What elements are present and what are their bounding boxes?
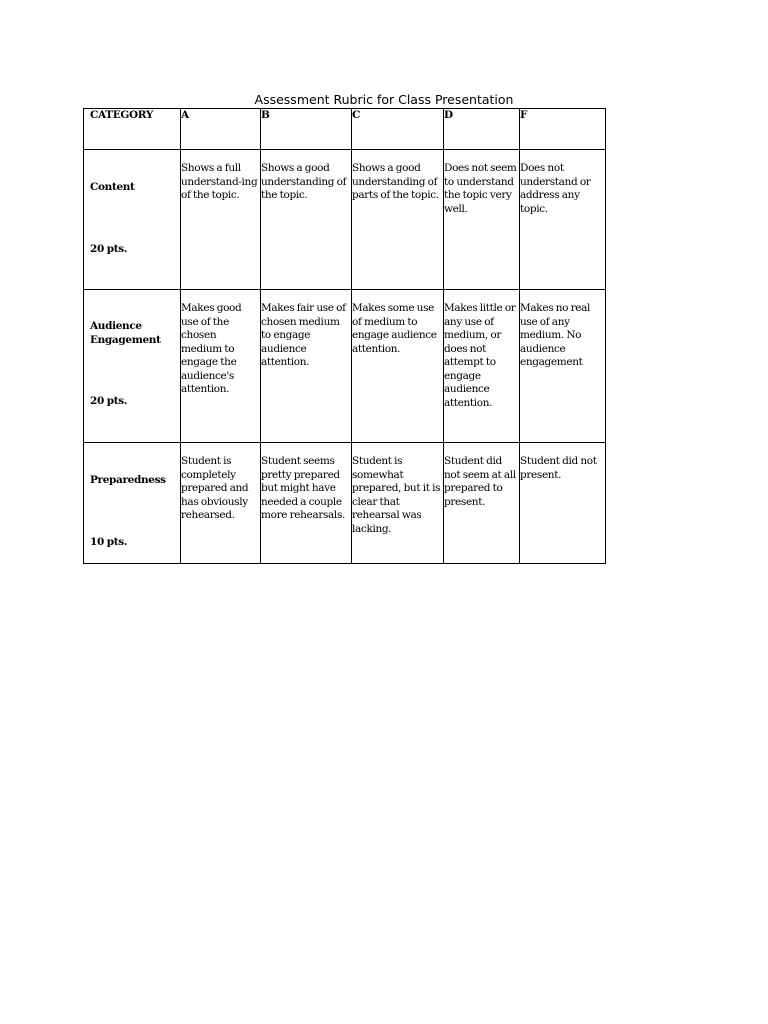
rubric-cell: Does not seem to understand the topic very well. [444,150,520,290]
category-cell [84,290,181,443]
rubric-cell: Does not understand or address any topic. [520,150,606,290]
header-grade-d: D [444,109,520,150]
table-row-audience-engagement [84,290,606,443]
rubric-cell: Student did not present. [520,443,606,564]
rubric-cell: Student did not seem at all prepared to present. [444,443,520,564]
rubric-cell: Makes no real use of any medium. No audience engagement [520,290,606,443]
rubric-cell: Makes some use of medium to engage audience attention. [352,290,444,443]
table-row-content [84,150,606,290]
category-name: Preparedness [90,474,166,486]
rubric-cell: Student is somewhat prepared, but it is clear that rehearsal was lacking. [352,443,444,564]
rubric-table [83,108,606,564]
category-cell [84,150,181,290]
rubric-cell: Shows a good understanding of parts of the topic. [352,150,444,290]
header-grade-c: C [352,109,444,150]
rubric-cell: Makes little or any use of medium, or does not attempt to engage audience attention. [444,290,520,443]
category-points: 10 pts. [90,536,128,548]
rubric-cell: Makes fair use of chosen medium to engage audience attention. [261,290,352,443]
rubric-cell: Shows a good understanding of the topic. [261,150,352,290]
rubric-cell: Shows a full understand-ing of the topic. [181,150,261,290]
rubric-cell: Student is completely prepared and has obviously rehearsed. [181,443,261,564]
category-name: Content [90,181,135,193]
header-grade-b: B [261,109,352,150]
header-category: CATEGORY [84,109,181,150]
category-name: Audience Engagement [90,320,161,346]
header-row [84,109,606,150]
rubric-cell: Makes good use of the chosen medium to engage the audience's attention. [181,290,261,443]
table-row-preparedness [84,443,606,564]
category-cell [84,443,181,564]
header-grade-f: F [520,109,606,150]
header-grade-a: A [181,109,261,150]
category-points: 20 pts. [90,395,128,407]
document-title: Assessment Rubric for Class Presentation [254,92,514,107]
category-points: 20 pts. [90,243,128,255]
rubric-cell: Student seems pretty prepared but might have needed a couple more rehearsals. [261,443,352,564]
